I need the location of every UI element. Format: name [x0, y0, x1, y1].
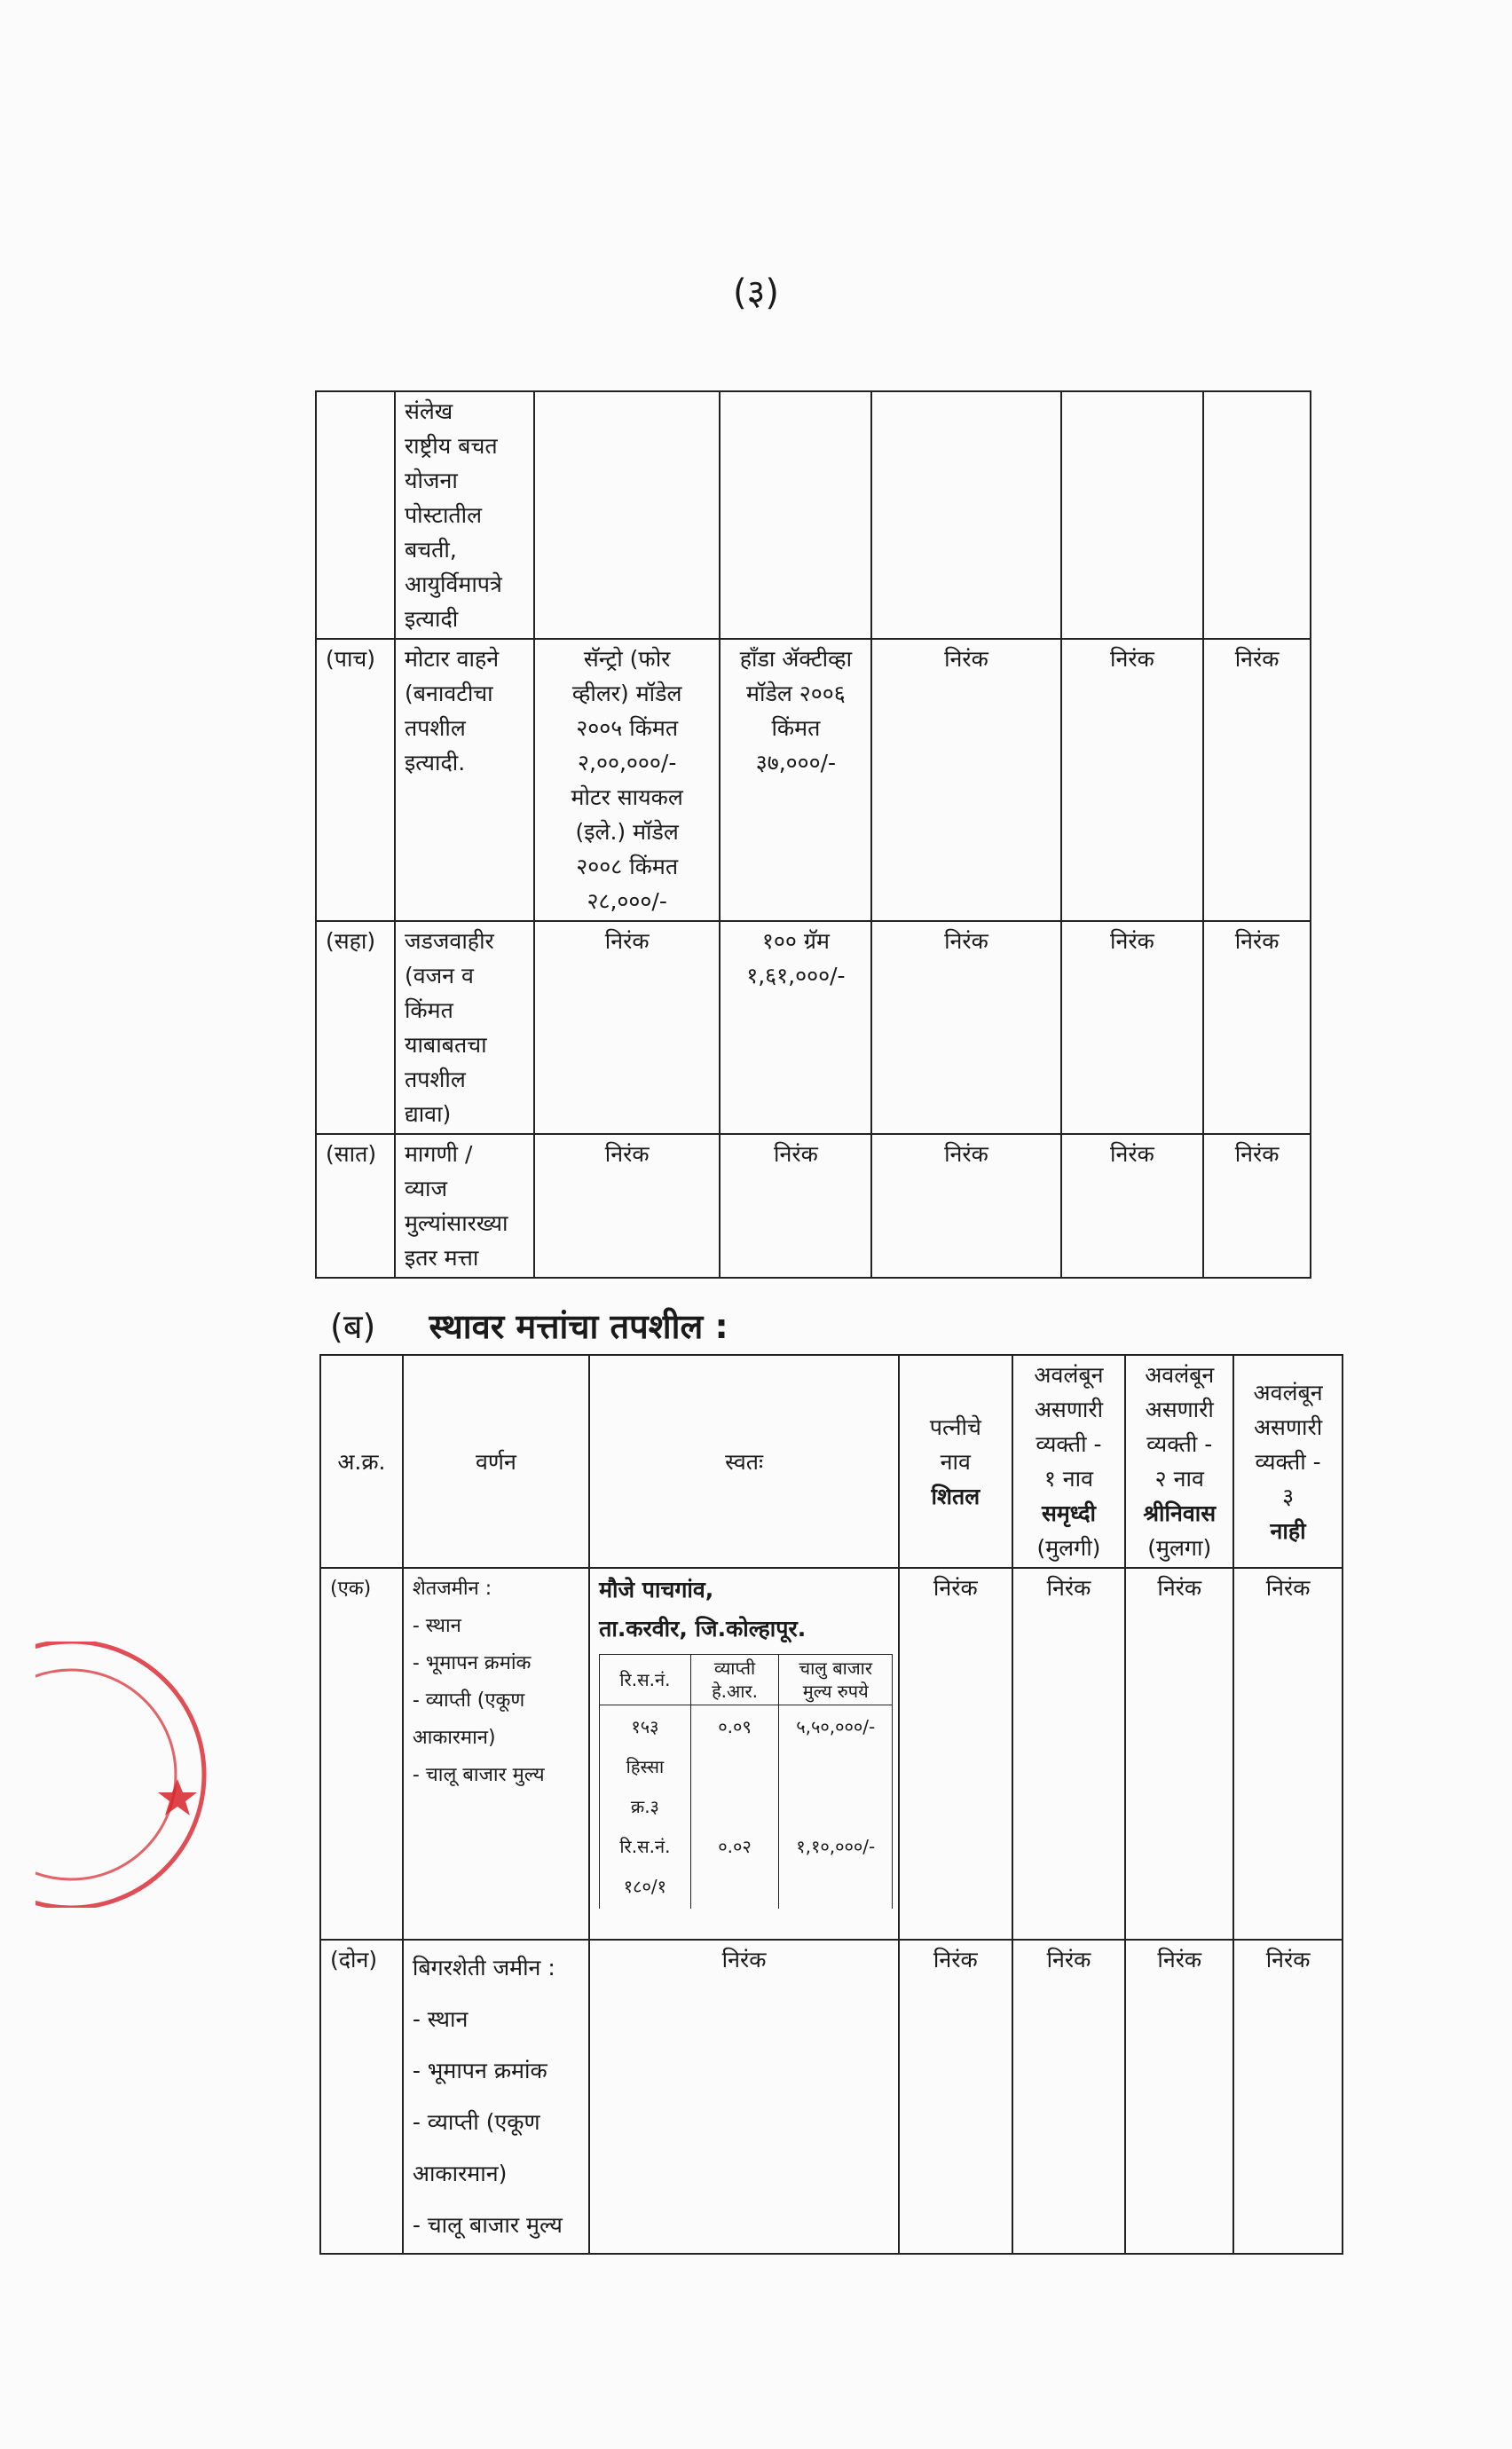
inner-area-1: ०.०९: [718, 1716, 752, 1737]
inner-market-value: [779, 1705, 893, 1910]
header-spouse-label: पत्नीचे नाव: [929, 1413, 981, 1475]
cell-dependent-1: निरंक: [871, 639, 1060, 921]
header-dependent-2: [1125, 1355, 1233, 1568]
cell-spouse: निरंक: [899, 1568, 1012, 1940]
cell-self: निरंक: [534, 1134, 721, 1278]
cell-self: निरंक: [589, 1940, 899, 2254]
movable-assets-table: [315, 390, 1311, 1279]
cell-self: सॅन्ट्रो (फोर व्हीलर) मॉडेल २००५ किंमत २,००,०००/- मोटर सायकल (इले.) मॉडेल २००८ किंमत २८,०००/-: [534, 639, 721, 921]
land-details-table: [599, 1654, 893, 1909]
section-heading: [330, 1303, 728, 1349]
cell-dependent-1: [871, 391, 1060, 639]
cell-dependent-3: निरंक: [1233, 1940, 1343, 2254]
cell-dependent-1: निरंक: [1012, 1940, 1126, 2254]
header-dependent-1: [1012, 1355, 1126, 1568]
header-dependent-1-name: समृध्दी: [1041, 1500, 1096, 1526]
header-dependent-1-relation: (मुलगी): [1036, 1535, 1101, 1561]
row-number: (एक): [320, 1568, 403, 1940]
cell-dependent-3: निरंक: [1233, 1568, 1343, 1940]
inner-header-survey-no: रि.स.नं.: [600, 1655, 691, 1705]
header-row: [320, 1355, 1343, 1568]
cell-spouse: निरंक: [899, 1940, 1012, 2254]
header-dependent-1-label: अवलंबून असणारी व्यक्ती - १ नाव: [1034, 1362, 1104, 1492]
inner-area: [690, 1705, 779, 1910]
header-dependent-2-label: अवलंबून असणारी व्यक्ती - २ नाव: [1145, 1362, 1215, 1492]
header-dependent-3-name: नाही: [1270, 1517, 1306, 1544]
cell-dependent-3: निरंक: [1203, 1134, 1311, 1278]
self-location-line-1: मौजे पाचगांव,: [599, 1577, 714, 1602]
row-description: मोटार वाहने (बनावटीचा तपशील इत्यादी.: [395, 639, 534, 921]
cell-dependent-1: निरंक: [871, 921, 1060, 1134]
cell-dependent-1: निरंक: [871, 1134, 1060, 1278]
cell-dependent-2: निरंक: [1125, 1568, 1233, 1940]
row-number: [316, 391, 395, 639]
inner-area-2: ०.०२: [718, 1836, 752, 1857]
inner-header-area: व्याप्ती हे.आर.: [690, 1655, 779, 1705]
cell-spouse: [720, 391, 871, 639]
header-self: स्वतः: [589, 1355, 899, 1568]
inner-market-value-1: ५,५०,०००/-: [796, 1716, 876, 1737]
row-description: मागणी / व्याज मुल्यांसारख्या इतर मत्ता: [395, 1134, 534, 1278]
cell-dependent-3: निरंक: [1203, 639, 1311, 921]
cell-dependent-3: निरंक: [1203, 921, 1311, 1134]
row-description: संलेख राष्ट्रीय बचत योजना पोस्टातील बचती, आयुर्विमापत्रे इत्यादी: [395, 391, 534, 639]
cell-spouse: १०० ग्रॅम १,६१,०००/-: [720, 921, 871, 1134]
cell-spouse: हॉंडा ॲक्टीव्हा मॉडेल २००६ किंमत ३७,०००/-: [720, 639, 871, 921]
row-description: शेतजमीन : - स्थान - भूमापन क्रमांक - व्याप्ती (एकूण आकारमान) - चालू बाजार मुल्य: [403, 1568, 589, 1940]
cell-self: निरंक: [534, 921, 721, 1134]
immovable-assets-table: [319, 1354, 1343, 2255]
header-spouse-name: शितल: [931, 1483, 980, 1509]
table-row: [316, 639, 1311, 921]
row-description: बिगरशेती जमीन : - स्थान - भूमापन क्रमांक - व्याप्ती (एकूण आकारमान) - चालू बाजार मुल्य: [403, 1940, 589, 2254]
header-serial: अ.क्र.: [320, 1355, 403, 1568]
cell-dependent-2: निरंक: [1061, 639, 1204, 921]
table-row: [320, 1940, 1343, 2254]
header-dependent-3: [1233, 1355, 1343, 1568]
cell-self: [534, 391, 721, 639]
row-number: (दोन): [320, 1940, 403, 2254]
cell-dependent-2: [1061, 391, 1204, 639]
cell-spouse: निरंक: [720, 1134, 871, 1278]
table-row: [316, 391, 1311, 639]
row-description: जडजवाहीर (वजन व किंमत याबाबतचा तपशील द्यावा): [395, 921, 534, 1134]
cell-dependent-2: निरंक: [1061, 921, 1204, 1134]
cell-self: [589, 1568, 899, 1940]
table-row: [316, 921, 1311, 1134]
section-label: (ब): [330, 1307, 376, 1346]
cell-dependent-2: निरंक: [1125, 1940, 1233, 2254]
row-number: (पाच): [316, 639, 395, 921]
header-description: वर्णन: [403, 1355, 589, 1568]
table-row: [316, 1134, 1311, 1278]
header-dependent-2-relation: (मुलगा): [1147, 1535, 1212, 1561]
self-location-line-2: ता.करवीर, जि.कोल्हापूर.: [599, 1616, 807, 1642]
section-title: स्थावर मत्तांचा तपशील :: [429, 1307, 728, 1346]
cell-dependent-2: निरंक: [1061, 1134, 1204, 1278]
inner-market-value-2: १,१०,०००/-: [796, 1836, 876, 1857]
inner-header-market-value: चालु बाजार मुल्य रुपये: [779, 1655, 893, 1705]
inner-survey-no: १५३ हिस्सा क्र.३ रि.स.नं. १८०/१: [600, 1705, 691, 1910]
header-dependent-3-label: अवलंबून असणारी व्यक्ती - ३: [1253, 1379, 1323, 1509]
header-spouse: [899, 1355, 1012, 1568]
header-dependent-2-name: श्रीनिवास: [1143, 1500, 1217, 1526]
office-stamp-seal: [35, 1642, 248, 1908]
table-row: [320, 1568, 1343, 1940]
row-number: (सात): [316, 1134, 395, 1278]
page-number: (३): [732, 272, 779, 313]
cell-dependent-3: [1203, 391, 1311, 639]
cell-dependent-1: निरंक: [1012, 1568, 1126, 1940]
row-number: (सहा): [316, 921, 395, 1134]
